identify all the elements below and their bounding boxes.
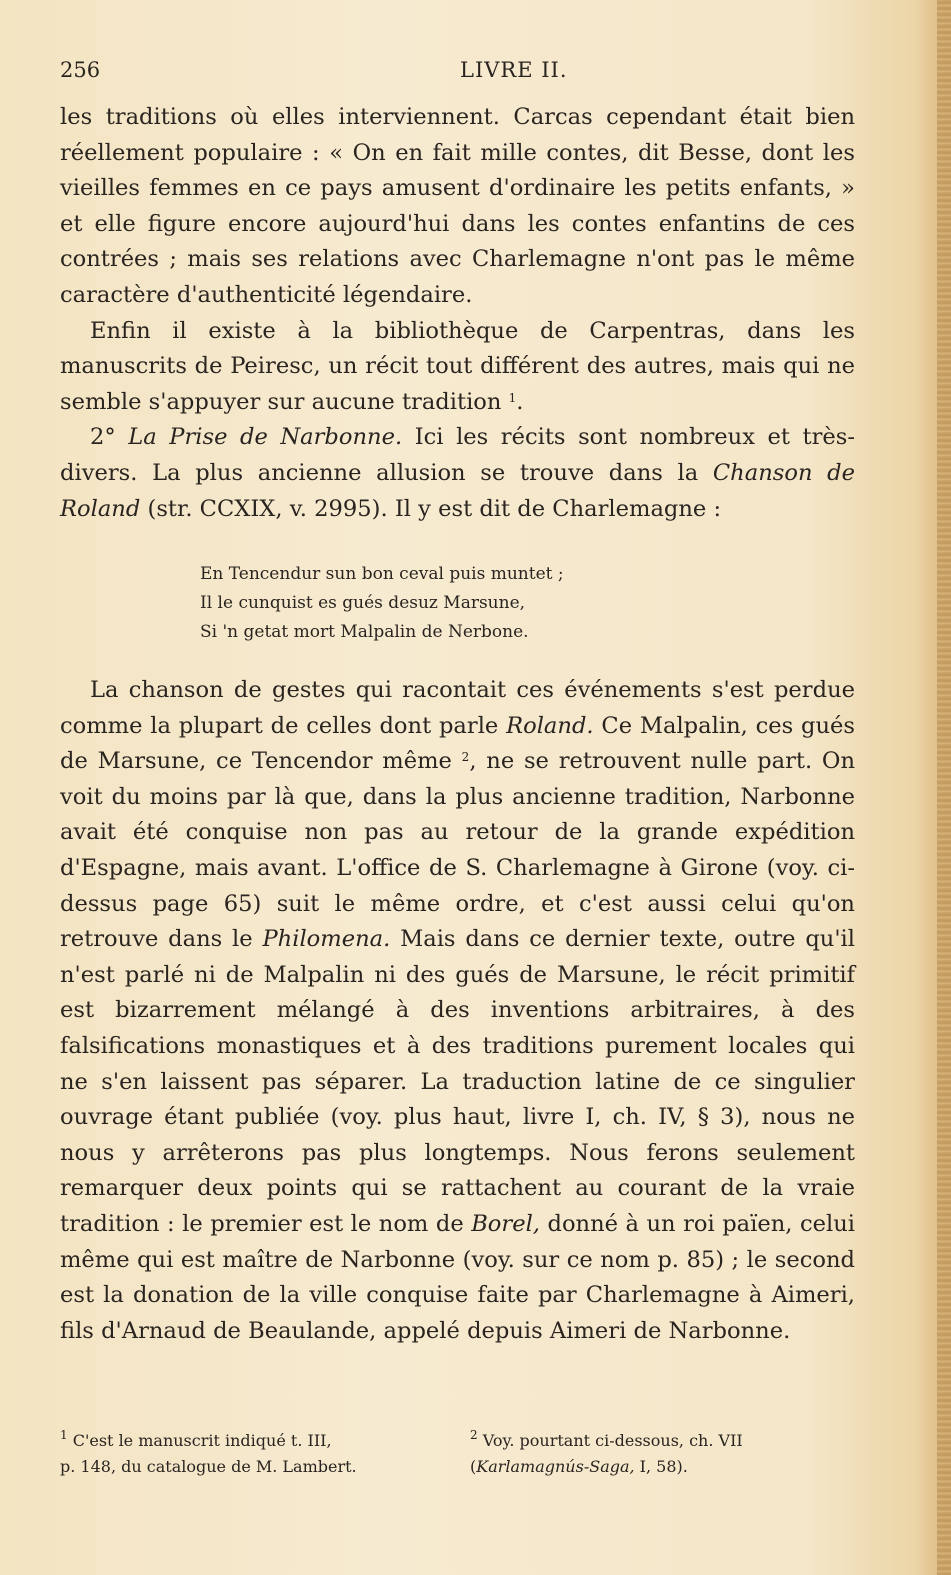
paragraph-4-text-5: donné à un roi païen, celui même qui est maître de Narbonne (voy. sur ce nom p. 85) ; le second est la donation de la ville conquise faite par Charlemagne à Aimeri, fils d'Arnaud de Beaulande, appelé depuis Aimeri de Narbonne. — [60, 1210, 855, 1344]
footnote-2 — [470, 1428, 860, 1480]
paragraph-3-text-a: Ici les récits sont nombreux et très-divers. La plus ancienne allusion se trouve dans la — [60, 424, 856, 486]
footnote-2-ref: I, 58). — [634, 1457, 688, 1476]
section-title: La Prise de Narbonne. — [128, 424, 403, 451]
italic-philomena: Philomena. — [262, 926, 391, 953]
paragraph-4-text-2: Ce Malpalin, ces gués de Marsune, ce Tencendor même — [60, 712, 855, 775]
paragraph-2-text: Enfin il existe à la bibliothèque de Carpentras, dans les manuscrits de Peiresc, un récit tout différent des autres, mais qui ne semble s'appuyer sur aucune tradition — [60, 317, 855, 415]
page-edge — [937, 0, 951, 1575]
running-head: LIVRE II. — [460, 58, 568, 82]
verse-line: En Tencendur sun bon ceval puis muntet ; — [200, 564, 564, 584]
paragraph-4-text-1: La chanson de gestes qui racontait ces événements s'est perdue comme la plupart de celles dont parle — [60, 677, 855, 739]
footnote-1 — [60, 1428, 455, 1480]
footnote-ref-1: 1 — [508, 390, 517, 405]
page-header — [60, 58, 860, 88]
verse-quotation — [200, 560, 800, 647]
paragraph-4-text-4: Mais dans ce dernier texte, outre qu'il n'est parlé ni de Malpalin ni des gués de Marsune, le récit primitif est bizarrement mélangé à des inventions arbitraires, à des falsifications monastiques et à des traditions purement locales qui ne s'en laissent pas séparer. La traduction latine de ce singulier ouvrage étant publiée (voy. plus haut, livre I, ch. IV, § 3), nous ne nous y arrêterons pas plus longtemps. Nous ferons seulement remarquer deux points qui se rattachent au courant de la vraie tradition : le premier est le nom de — [60, 926, 856, 1237]
paragraph-2-end: . — [516, 388, 524, 415]
main-text-bottom — [60, 673, 855, 1349]
paragraph-4 — [60, 673, 855, 1349]
footnote-2-line-1: Voy. pourtant ci-dessous, ch. VII — [477, 1431, 743, 1450]
work-title: Chanson de Roland — [60, 459, 856, 522]
paragraph-1: les traditions où elles interviennent. Carcas cependant était bien réellement populaire : « On en fait mille contes, dit Besse, dont les vieilles femmes en ce pays amusent d'ordinaire les petits enfants, » et elle figure encore aujourd'hui dans les contes enfantins de ces contrées ; mais ses relations avec Charlemagne n'ont pas le même caractère d'authenticité légendaire. — [60, 104, 855, 308]
italic-borel: Borel, — [471, 1210, 540, 1237]
paragraph-3 — [60, 420, 855, 527]
italic-roland: Roland. — [506, 712, 594, 739]
footnote-2-title: Karlamagnús-Saga, — [476, 1457, 635, 1476]
footnote-1-line-2: p. 148, du catalogue de M. Lambert. — [60, 1457, 357, 1476]
verse-line: Si 'n getat mort Malpalin de Nerbone. — [200, 622, 529, 642]
paragraph-4-text-3: , ne se retrouvent nulle part. On voit du moins par là que, dans la plus ancienne tradition, Narbonne avait été conquise non pas au retour de la grande expédition d'Espagne, mais avant. L'office de S. Charlemagne à Girone (voy. ci-dessus page 65) suit le même ordre, et c'est aussi celui qu'on retrouve dans le — [60, 748, 855, 953]
paragraph-2 — [60, 314, 855, 421]
section-number: 2° — [90, 424, 116, 451]
footnote-mark-1: 1 — [60, 1428, 68, 1442]
footnote-mark-2: 2 — [470, 1428, 478, 1442]
main-text-top — [60, 100, 855, 527]
footnote-2-paren: ( — [470, 1457, 477, 1476]
footnote-ref-2: 2 — [461, 750, 470, 765]
page-number: 256 — [60, 58, 101, 82]
footnote-1-line-1: C'est le manuscrit indiqué t. III, — [67, 1431, 332, 1450]
verse-line: Il le cunquist es gués desuz Marsune, — [200, 593, 526, 613]
paragraph-3-text-b: (str. CCXIX, v. 2995). Il y est dit de Charlemagne : — [140, 495, 722, 522]
